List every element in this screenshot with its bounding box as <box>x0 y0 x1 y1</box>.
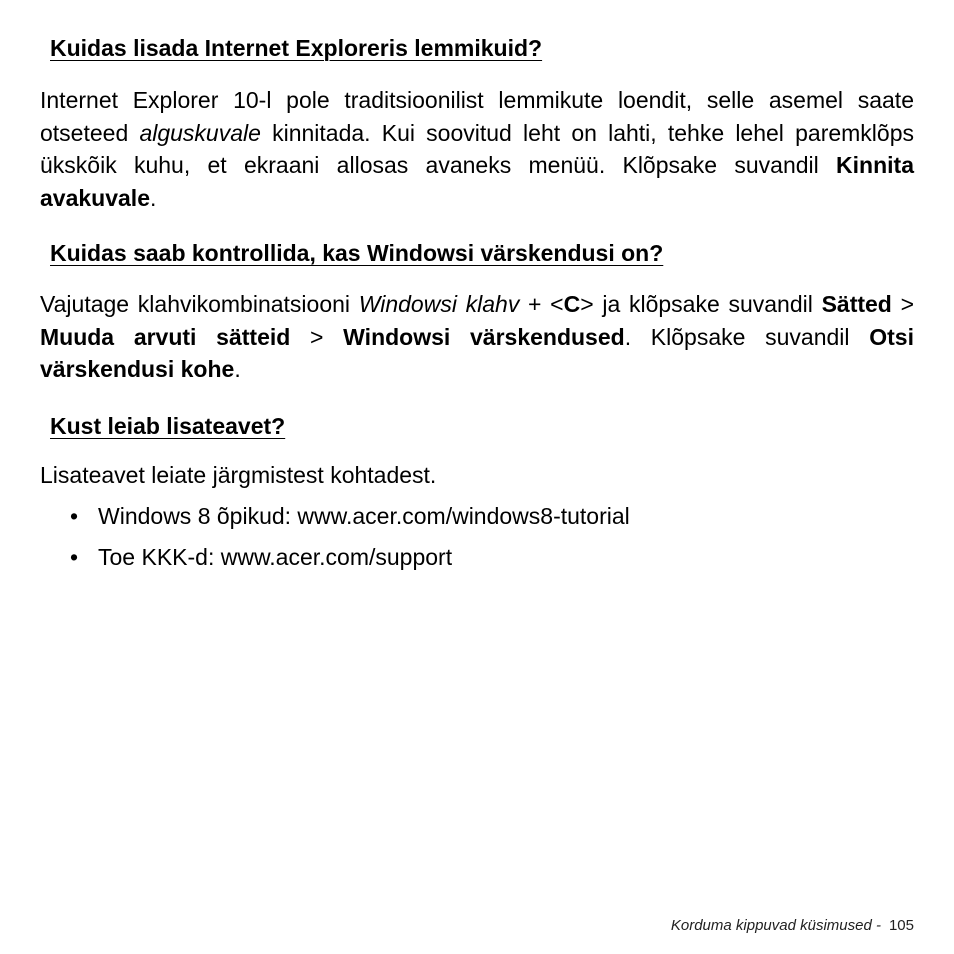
list-item-text: Toe KKK-d: www.acer.com/support <box>98 544 453 570</box>
list-item <box>0 541 954 582</box>
text-run: Internet Explorer 10-l pole traditsioonilist lemmikute loendit, selle asemel saate otseteed <box>40 87 914 146</box>
text-run: . <box>149 184 157 211</box>
text-run: + < <box>519 291 564 317</box>
text-run: . Klõpsake suvandil <box>624 323 870 350</box>
bold-key: C <box>563 291 581 317</box>
resource-list <box>0 500 954 582</box>
bullet-icon: • <box>70 503 79 529</box>
paragraph-more-info-intro: Lisateavet leiate järgmistest kohtadest. <box>40 462 437 488</box>
list-item <box>0 500 954 541</box>
section-heading-more-info: Kust leiab lisateavet? <box>50 413 286 439</box>
text-run: > ja klõpsake suvandil <box>580 291 822 317</box>
page-footer <box>671 917 914 934</box>
text-run: kinnitada. Kui soovitud leht on lahti, tehke lehel paremklõps ükskõik kuhu, et ekraani allosas avaneks menüü. Klõpsake suvandil <box>40 119 914 178</box>
bold-menu-option: Kinnita avakuvale <box>40 152 914 211</box>
text-run: Vajutage klahvikombinatsiooni <box>40 291 359 317</box>
list-item-text: Windows 8 õpikud: www.acer.com/windows8-tutorial <box>98 503 630 529</box>
page-number: 105 <box>888 917 914 934</box>
bold-menu-option: Windowsi värskendused <box>343 323 625 350</box>
paragraph-ie-favorites <box>40 84 914 214</box>
bullet-icon: • <box>70 544 79 570</box>
italic-term: alguskuvale <box>139 119 261 146</box>
section-heading-windows-updates: Kuidas saab kontrollida, kas Windowsi värskendusi on? <box>50 240 664 266</box>
bold-menu-option: Sätted <box>821 291 892 317</box>
paragraph-windows-updates <box>40 288 914 386</box>
footer-chapter-title: Korduma kippuvad küsimused - <box>670 917 881 934</box>
text-run: > <box>290 323 344 350</box>
italic-term: Windowsi klahv <box>358 291 520 317</box>
section-heading-ie-favorites: Kuidas lisada Internet Exploreris lemmikuid? <box>50 35 543 61</box>
bold-menu-option: Otsi värskendusi kohe <box>40 323 914 382</box>
text-run: . <box>234 356 241 382</box>
text-run: > <box>891 291 914 317</box>
bold-menu-option: Muuda arvuti sätteid <box>40 323 291 350</box>
